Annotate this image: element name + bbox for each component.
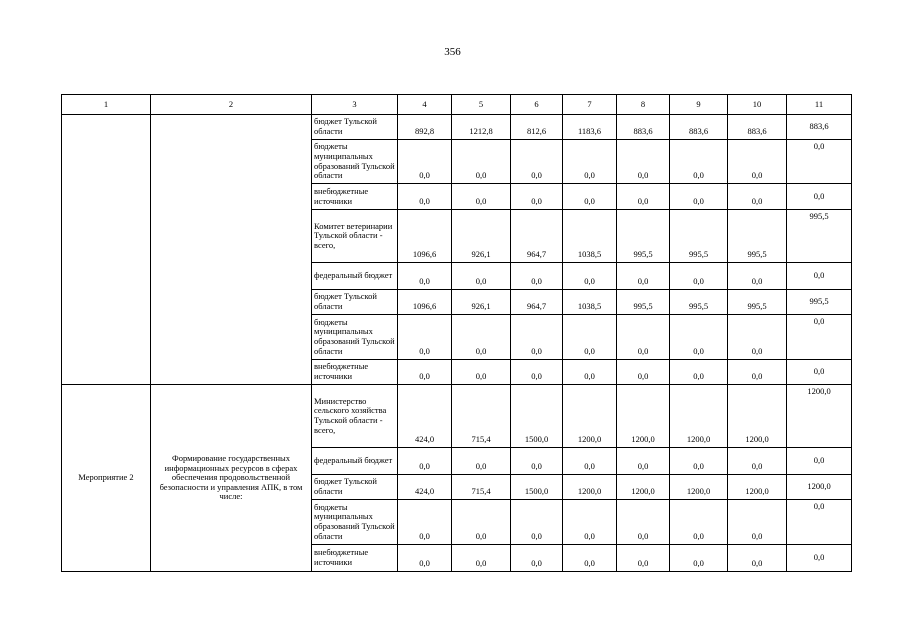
column-header: 9 xyxy=(670,95,728,115)
value-cell: 0,0 xyxy=(563,263,617,290)
value-cell: 424,0 xyxy=(398,385,452,448)
value-cell: 0,0 xyxy=(452,448,511,475)
value-cell: 883,6 xyxy=(617,115,670,140)
value-cell: 1096,6 xyxy=(398,210,452,263)
value-cell: 0,0 xyxy=(670,545,728,572)
value-cell: 883,6 xyxy=(787,115,852,140)
value-cell: 926,1 xyxy=(452,290,511,315)
value-cell: 0,0 xyxy=(670,263,728,290)
column-header: 1 xyxy=(62,95,151,115)
value-cell: 0,0 xyxy=(617,140,670,184)
column-header: 6 xyxy=(511,95,563,115)
column-header: 2 xyxy=(151,95,312,115)
value-cell: 0,0 xyxy=(670,315,728,360)
table-row xyxy=(62,385,852,448)
value-cell: 0,0 xyxy=(398,360,452,385)
column-header: 4 xyxy=(398,95,452,115)
value-cell: 1200,0 xyxy=(617,475,670,500)
row-label: бюджеты муниципальных образований Тульской области xyxy=(312,140,398,184)
row-label: Комитет ветеринарии Тульской области - всего, xyxy=(312,210,398,263)
value-cell: 0,0 xyxy=(511,315,563,360)
table-body xyxy=(62,95,852,572)
value-cell: 1038,5 xyxy=(563,210,617,263)
value-cell: 0,0 xyxy=(787,448,852,475)
value-cell: 0,0 xyxy=(617,448,670,475)
value-cell: 0,0 xyxy=(398,448,452,475)
value-cell: 1212,8 xyxy=(452,115,511,140)
value-cell: 0,0 xyxy=(398,140,452,184)
value-cell: 892,8 xyxy=(398,115,452,140)
value-cell: 0,0 xyxy=(563,315,617,360)
column-header: 10 xyxy=(728,95,787,115)
value-cell: 1096,6 xyxy=(398,290,452,315)
measure-cell-empty xyxy=(62,115,151,385)
value-cell: 0,0 xyxy=(398,263,452,290)
column-header: 11 xyxy=(787,95,852,115)
value-cell: 1500,0 xyxy=(511,385,563,448)
row-label: бюджет Тульской области xyxy=(312,475,398,500)
value-cell: 1200,0 xyxy=(728,385,787,448)
budget-table xyxy=(61,94,852,572)
value-cell: 0,0 xyxy=(452,184,511,210)
value-cell: 0,0 xyxy=(452,545,511,572)
column-header: 3 xyxy=(312,95,398,115)
value-cell: 1200,0 xyxy=(563,385,617,448)
value-cell: 812,6 xyxy=(511,115,563,140)
value-cell: 995,5 xyxy=(670,210,728,263)
value-cell: 0,0 xyxy=(617,545,670,572)
row-label: Министерство сельского хозяйства Тульской области - всего, xyxy=(312,385,398,448)
value-cell: 0,0 xyxy=(728,360,787,385)
value-cell: 0,0 xyxy=(787,545,852,572)
value-cell: 1200,0 xyxy=(617,385,670,448)
value-cell: 0,0 xyxy=(398,500,452,545)
value-cell: 0,0 xyxy=(787,500,852,545)
value-cell: 424,0 xyxy=(398,475,452,500)
column-header: 8 xyxy=(617,95,670,115)
row-label: внебюджетные источники xyxy=(312,545,398,572)
value-cell: 883,6 xyxy=(728,115,787,140)
value-cell: 995,5 xyxy=(670,290,728,315)
value-cell: 1200,0 xyxy=(787,475,852,500)
value-cell: 1500,0 xyxy=(511,475,563,500)
value-cell: 0,0 xyxy=(398,545,452,572)
value-cell: 0,0 xyxy=(452,315,511,360)
description-cell-empty xyxy=(151,115,312,385)
value-cell: 0,0 xyxy=(511,360,563,385)
value-cell: 0,0 xyxy=(670,500,728,545)
value-cell: 995,5 xyxy=(728,290,787,315)
value-cell: 1200,0 xyxy=(728,475,787,500)
value-cell: 0,0 xyxy=(563,140,617,184)
value-cell: 0,0 xyxy=(452,360,511,385)
value-cell: 0,0 xyxy=(670,140,728,184)
value-cell: 0,0 xyxy=(563,448,617,475)
value-cell: 0,0 xyxy=(670,184,728,210)
header-row xyxy=(62,95,852,115)
value-cell: 995,5 xyxy=(617,210,670,263)
value-cell: 0,0 xyxy=(511,184,563,210)
value-cell: 964,7 xyxy=(511,210,563,263)
value-cell: 1200,0 xyxy=(670,475,728,500)
table-row xyxy=(62,115,852,140)
measure-name: Мероприятие 2 xyxy=(62,385,151,572)
value-cell: 883,6 xyxy=(670,115,728,140)
row-label: бюджеты муниципальных образований Тульской области xyxy=(312,315,398,360)
value-cell: 995,5 xyxy=(728,210,787,263)
value-cell: 1200,0 xyxy=(563,475,617,500)
value-cell: 0,0 xyxy=(398,315,452,360)
value-cell: 0,0 xyxy=(787,184,852,210)
value-cell: 0,0 xyxy=(563,545,617,572)
value-cell: 1200,0 xyxy=(787,385,852,448)
value-cell: 0,0 xyxy=(452,263,511,290)
column-header: 7 xyxy=(563,95,617,115)
measure-description: Формирование государственных информационных ресурсов в сферах обеспечения продовольственной безопасности и управления АПК, в том числе: xyxy=(151,385,312,572)
value-cell: 0,0 xyxy=(728,263,787,290)
value-cell: 0,0 xyxy=(617,263,670,290)
value-cell: 0,0 xyxy=(670,448,728,475)
value-cell: 0,0 xyxy=(728,184,787,210)
column-header: 5 xyxy=(452,95,511,115)
value-cell: 0,0 xyxy=(728,315,787,360)
value-cell: 0,0 xyxy=(617,184,670,210)
row-label: федеральный бюджет xyxy=(312,263,398,290)
row-label: федеральный бюджет xyxy=(312,448,398,475)
value-cell: 1200,0 xyxy=(670,385,728,448)
row-label: внебюджетные источники xyxy=(312,184,398,210)
value-cell: 0,0 xyxy=(398,184,452,210)
value-cell: 715,4 xyxy=(452,475,511,500)
page-number: 356 xyxy=(444,46,461,58)
value-cell: 0,0 xyxy=(617,500,670,545)
value-cell: 0,0 xyxy=(728,500,787,545)
value-cell: 0,0 xyxy=(787,315,852,360)
row-label: бюджет Тульской области xyxy=(312,290,398,315)
row-label: бюджеты муниципальных образований Тульской области xyxy=(312,500,398,545)
value-cell: 0,0 xyxy=(511,500,563,545)
value-cell: 0,0 xyxy=(728,448,787,475)
value-cell: 0,0 xyxy=(728,545,787,572)
value-cell: 1038,5 xyxy=(563,290,617,315)
row-label: внебюджетные источники xyxy=(312,360,398,385)
value-cell: 0,0 xyxy=(452,500,511,545)
value-cell: 0,0 xyxy=(511,263,563,290)
value-cell: 0,0 xyxy=(563,360,617,385)
value-cell: 0,0 xyxy=(563,500,617,545)
value-cell: 0,0 xyxy=(511,140,563,184)
value-cell: 0,0 xyxy=(670,360,728,385)
value-cell: 1183,6 xyxy=(563,115,617,140)
value-cell: 995,5 xyxy=(787,210,852,263)
value-cell: 0,0 xyxy=(787,263,852,290)
value-cell: 0,0 xyxy=(617,315,670,360)
value-cell: 0,0 xyxy=(452,140,511,184)
row-label: бюджет Тульской области xyxy=(312,115,398,140)
value-cell: 995,5 xyxy=(617,290,670,315)
value-cell: 0,0 xyxy=(728,140,787,184)
value-cell: 0,0 xyxy=(563,184,617,210)
value-cell: 926,1 xyxy=(452,210,511,263)
value-cell: 995,5 xyxy=(787,290,852,315)
value-cell: 0,0 xyxy=(617,360,670,385)
value-cell: 0,0 xyxy=(787,360,852,385)
value-cell: 964,7 xyxy=(511,290,563,315)
value-cell: 0,0 xyxy=(511,545,563,572)
value-cell: 715,4 xyxy=(452,385,511,448)
value-cell: 0,0 xyxy=(511,448,563,475)
value-cell: 0,0 xyxy=(787,140,852,184)
